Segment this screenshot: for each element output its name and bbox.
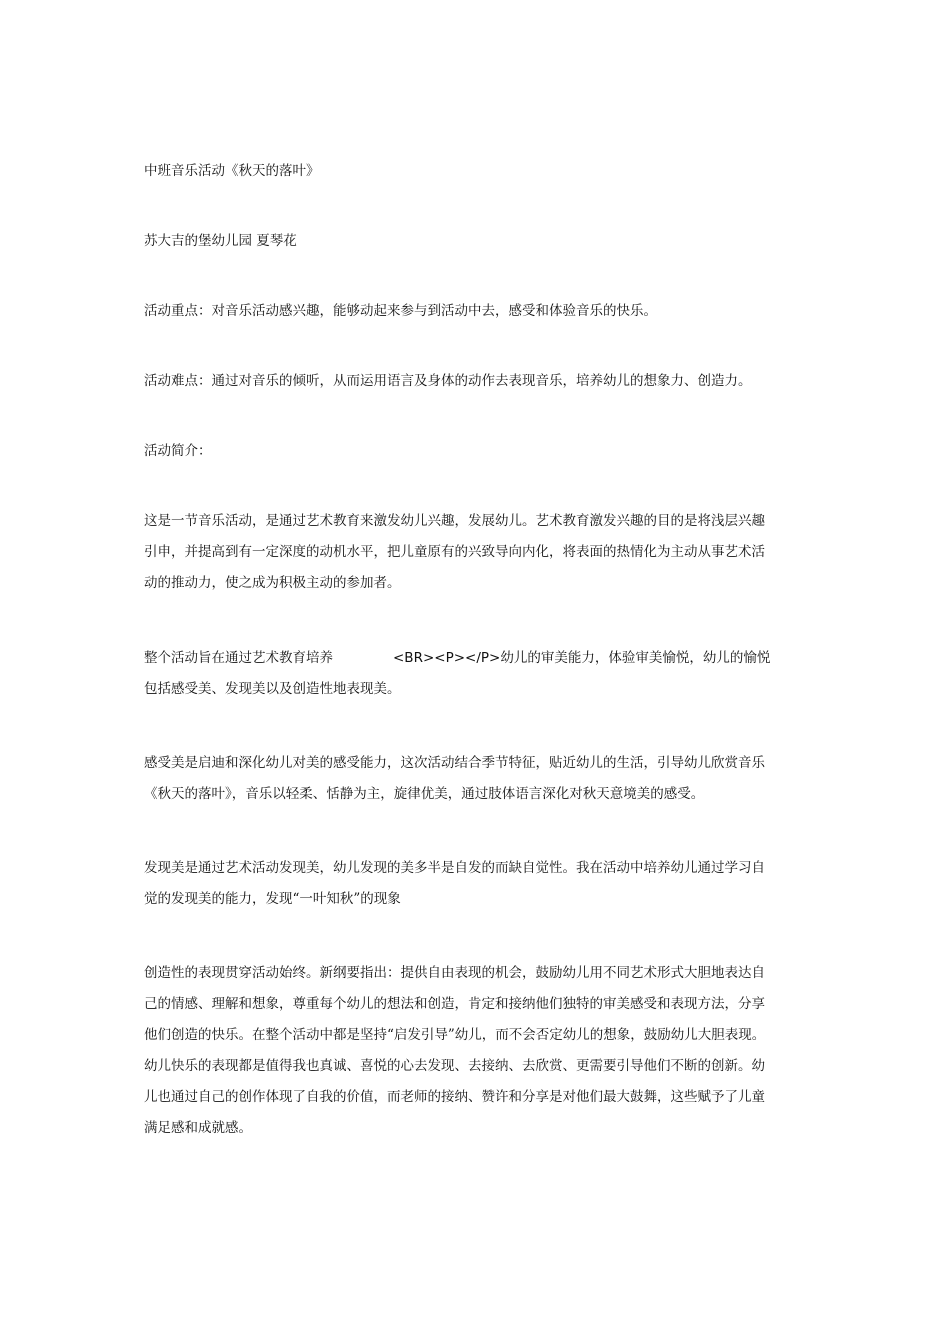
paragraph-line: 己的情感、理解和想象，尊重每个幼儿的想法和创造，肯定和接纳他们独特的审美感受和表现方法，分享	[144, 996, 765, 1012]
difficulty-point: 活动难点：通过对音乐的倾听，从而运用语言及身体的动作去表现音乐，培养幼儿的想象力、创造力。	[144, 373, 752, 389]
paragraph-line: 创造性的表现贯穿活动始终。新纲要指出：提供自由表现的机会，鼓励幼儿用不同艺术形式大胆地表达自	[144, 965, 765, 981]
paragraph-intro	[144, 506, 820, 599]
intro-heading: 活动简介：	[144, 443, 212, 459]
document-author: 苏大吉的堡幼儿园 夏琴花	[144, 233, 297, 249]
paragraph-line: 儿也通过自己的创作体现了自我的价值，而老师的接纳、赞许和分享是对他们最大鼓舞，这些赋予了儿童	[144, 1089, 765, 1105]
aim-text-start: 整个活动旨在通过艺术教育培养	[144, 650, 333, 666]
paragraph-feel-beauty	[144, 748, 820, 810]
paragraph-line: 动的推动力，使之成为积极主动的参加者。	[144, 575, 401, 591]
paragraph-line: 包括感受美、发现美以及创造性地表现美。	[144, 681, 401, 697]
paragraph-discover-beauty	[144, 853, 820, 915]
aim-html-tags: <BR><P></P>	[393, 650, 501, 666]
paragraph-aim	[144, 643, 820, 705]
paragraph-creative-expression	[144, 958, 820, 1144]
aim-text-end: 幼儿的审美能力，体验审美愉悦，幼儿的愉悦	[500, 650, 771, 666]
paragraph-line: 《秋天的落叶》，音乐以轻柔、恬静为主，旋律优美，通过肢体语言深化对秋天意境美的感受。	[144, 786, 705, 802]
paragraph-line: 引申，并提高到有一定深度的动机水平，把儿童原有的兴致导向内化，将表面的热情化为主动从事艺术活	[144, 544, 765, 560]
paragraph-line: 觉的发现美的能力，发现“一叶知秋”的现象	[144, 891, 401, 907]
paragraph-line: 满足感和成就感。	[144, 1120, 252, 1136]
paragraph-line: 这是一节音乐活动，是通过艺术教育来激发幼儿兴趣，发展幼儿。艺术教育激发兴趣的目的是将浅层兴趣	[144, 513, 765, 529]
paragraph-line: 他们创造的快乐。在整个活动中都是坚持“启发引导”幼儿，而不会否定幼儿的想象，鼓励幼儿大胆表现。	[144, 1027, 766, 1043]
paragraph-line: 感受美是启迪和深化幼儿对美的感受能力，这次活动结合季节特征，贴近幼儿的生活，引导幼儿欣赏音乐	[144, 755, 765, 771]
paragraph-line: 发现美是通过艺术活动发现美，幼儿发现的美多半是自发的而缺自觉性。我在活动中培养幼儿通过学习自	[144, 860, 765, 876]
document-title: 中班音乐活动《秋天的落叶》	[144, 163, 320, 179]
paragraph-line: 幼儿快乐的表现都是值得我也真诚、喜悦的心去发现、去接纳、去欣赏、更需要引导他们不断的创新。幼	[144, 1058, 765, 1074]
paragraph-line	[144, 643, 820, 674]
key-point: 活动重点：对音乐活动感兴趣，能够动起来参与到活动中去，感受和体验音乐的快乐。	[144, 303, 657, 319]
